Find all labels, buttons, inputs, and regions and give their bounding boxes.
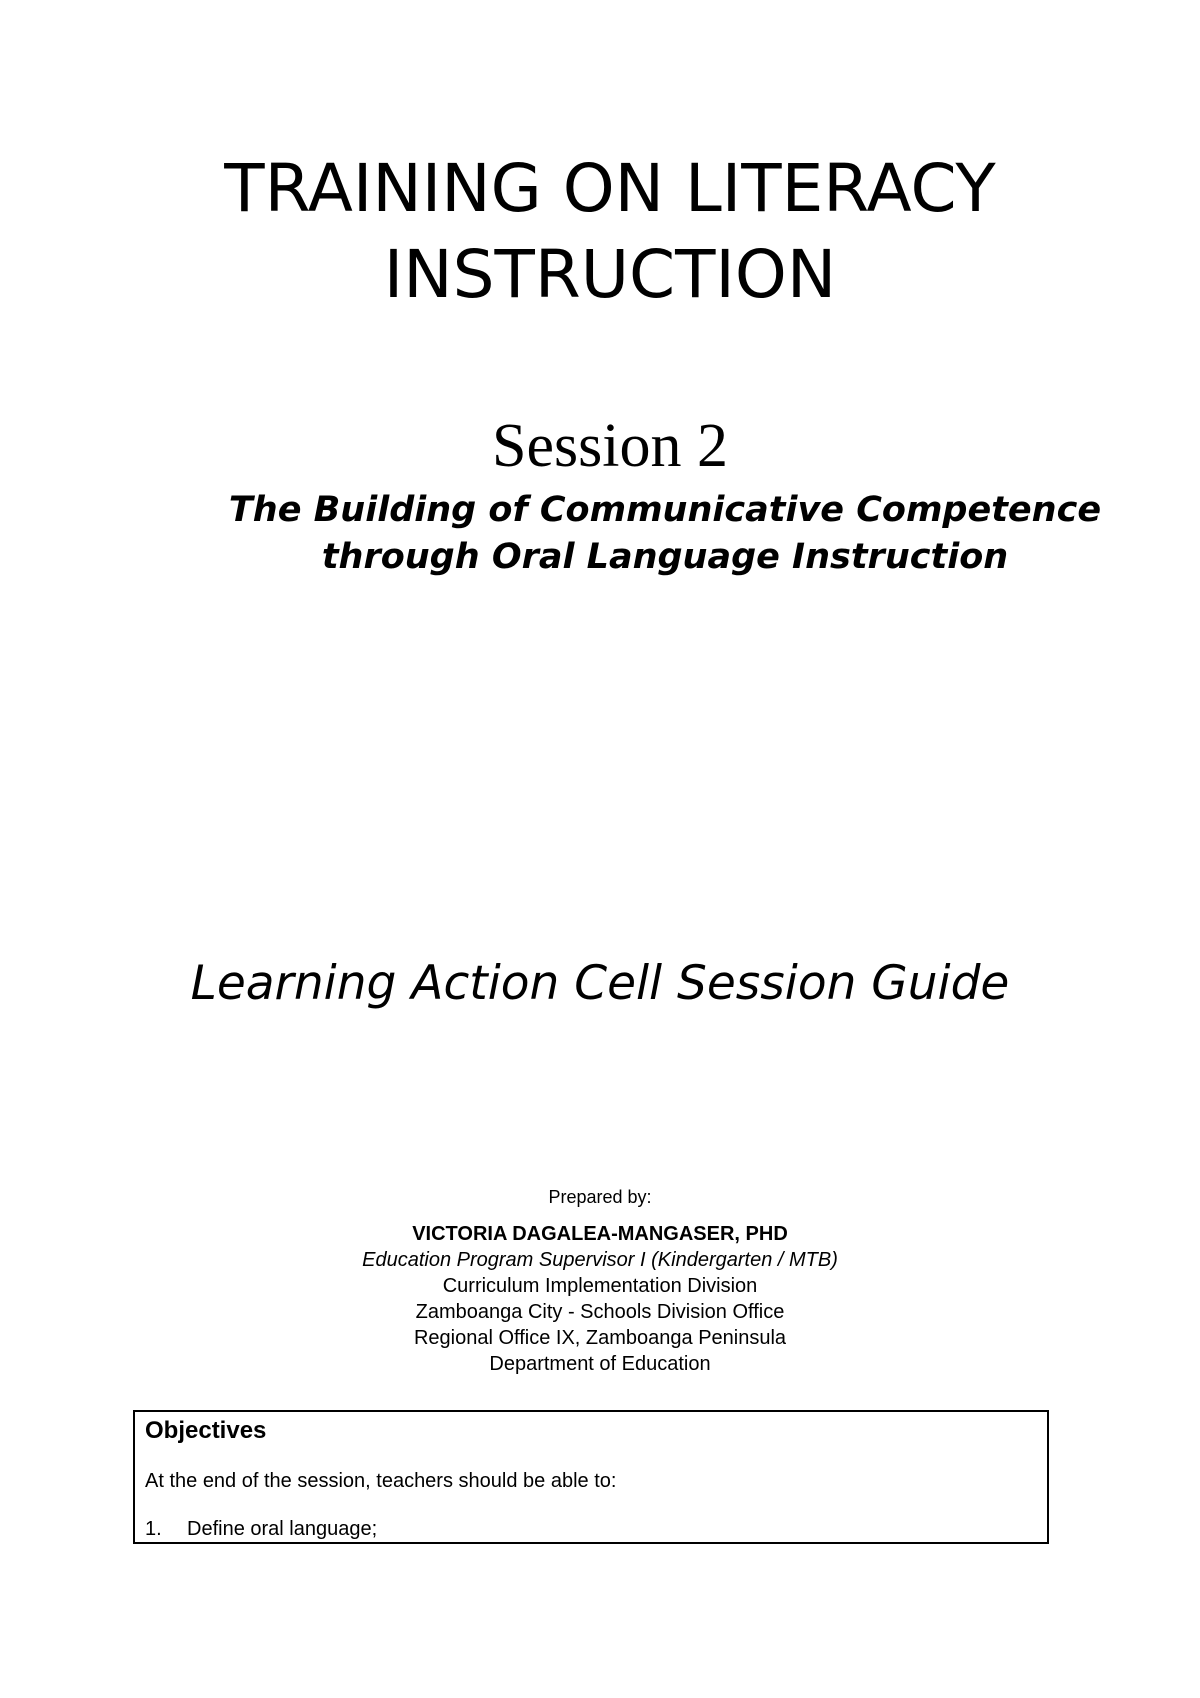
prepared-by-block xyxy=(200,1185,1000,1377)
guide-title: Learning Action Cell Session Guide xyxy=(190,956,1010,1011)
document-title-line-2: INSTRUCTION xyxy=(383,236,837,313)
author-region: Regional Office IX, Zamboanga Peninsula xyxy=(413,1327,787,1349)
objective-item xyxy=(145,1516,1037,1542)
objectives-heading: Objectives xyxy=(145,1417,267,1444)
session-subtitle xyxy=(150,487,1180,581)
objectives-intro: At the end of the session, teachers should be able to: xyxy=(145,1470,617,1492)
objective-text: Define oral language; xyxy=(187,1518,378,1540)
session-subtitle-line-1: The Building of Communicative Competence xyxy=(228,490,1102,530)
document-title xyxy=(0,146,1200,318)
session-subtitle-line-2: through Oral Language Instruction xyxy=(321,537,1009,577)
author-name: VICTORIA DAGALEA-MANGASER, PHD xyxy=(412,1223,788,1245)
author-office: Zamboanga City - Schools Division Office xyxy=(415,1301,785,1323)
author-department: Department of Education xyxy=(489,1353,711,1375)
author-role: Education Program Supervisor I (Kindergarten / MTB) xyxy=(362,1249,838,1271)
author-division: Curriculum Implementation Division xyxy=(442,1275,758,1297)
objective-number: 1. xyxy=(145,1518,162,1540)
prepared-by-label: Prepared by: xyxy=(548,1187,652,1207)
objectives-box xyxy=(133,1410,1049,1544)
session-heading: Session 2 xyxy=(492,412,728,480)
document-title-line-1: TRAINING ON LITERACY xyxy=(224,150,996,227)
